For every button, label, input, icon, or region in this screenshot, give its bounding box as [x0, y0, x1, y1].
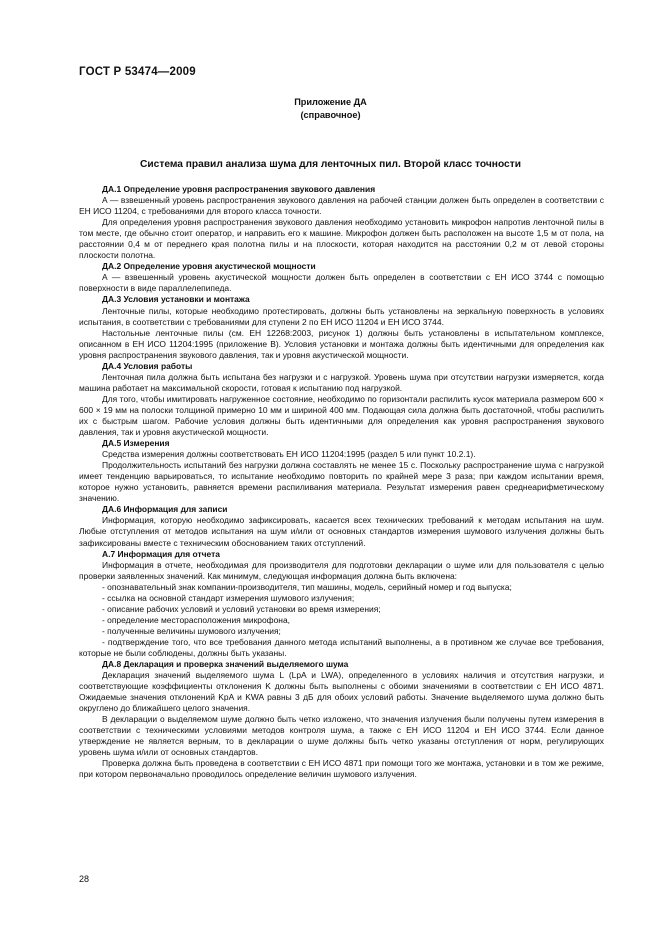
paragraph: Ленточная пила должна быть испытана без нагрузки и с нагрузкой. Уровень шума при отсутствии нагрузки измеряется, когда машина работает на максимальной скорости, готовая к испытанию под нагрузкой.: [79, 371, 604, 393]
section-heading: А.7 Информация для отчета: [102, 548, 220, 559]
section-heading: ДА.1 Определение уровня распространения звукового давления: [102, 184, 376, 194]
section-heading: ДА.3 Условия установки и монтажа: [102, 294, 250, 305]
page-title: Система правил анализа шума для ленточных пил. Второй класс точности: [140, 159, 521, 170]
document-header: ГОСТ Р 53474—2009: [79, 66, 196, 78]
paragraph: - подтверждение того, что все требования данного метода испытаний выполнены, а в противном же случае все требования, которые не были соблюдены, должны быть указаны.: [79, 636, 604, 658]
section-heading: ДА.6 Информация для записи: [102, 504, 228, 515]
paragraph: Ленточные пилы, которые необходимо протестировать, должны быть установлены на зеркальную поверхность в условиях испытания, в соответствии с требованиями для ступени 2 по ЕН ИСО 11204 и ЕН ИСО 3744.: [79, 305, 604, 327]
paragraph: В декларации о выделяемом шуме должно быть четко изложено, что значения излучения были получены путем измерения в соответствии с техническими условиями методов контроля шума, а также с ЕН ИСО 11204 и ЕН ИСО 3744. Если данное утверждение не является верным, то в декларации о шуме должны быть четко указаны отступления от норм, регулирующих уровень шума и/или от основных стандартов.: [79, 714, 604, 758]
paragraph: Проверка должна быть проведена в соответствии с ЕН ИСО 4871 при помощи того же монтажа, установки и в том же режиме, при котором первоначально проводилось определение величин шумового излучения.: [79, 758, 604, 780]
annex-subtitle: (справочное): [300, 110, 361, 120]
document-body: [79, 184, 604, 781]
paragraph: A — взвешенный уровень распространения звукового давления на рабочей станции должен быть определен в соответствии с ЕН ИСО 11204, с требованиями для второго класса точности.: [79, 195, 604, 217]
list-item: - полученные величины шумового излучения;: [102, 625, 281, 636]
paragraph: Информация, которую необходимо зафиксировать, касается всех технических требований к методам испытания на шум. Любые отступления от методов испытания на шум и/или от основных стандартов измерения шумового излучения должны быть зафиксированы вместе с техническим обоснованием таких отступлений.: [79, 515, 604, 548]
paragraph: Информация в отчете, необходимая для производителя для подготовки декларации о шуме или для пользователя с целью проверки заявленных значений. Как минимум, следующая информация должна быть включена:: [79, 559, 604, 581]
paragraph: Настольные ленточные пилы (см. ЕН 12268:2003, рисунок 1) должны быть установлены в испытательном комплексе, описанном в ЕН ИСО 11204:1995 (приложение В). Условия установки и монтажа должны быть идентичными для определения как уровня распространения звукового давления, так и уровня акустической мощности.: [79, 327, 604, 360]
section-heading: ДА.4 Условия работы: [102, 360, 193, 371]
annex-title: Приложение ДА: [294, 97, 367, 107]
paragraph: A — взвешенный уровень акустической мощности должен быть определен в соответствии с ЕН ИСО 3744 с помощью поверхности в виде параллелепипеда.: [79, 272, 604, 294]
section-heading: ДА.8 Декларация и проверка значений выделяемого шума: [102, 659, 349, 670]
paragraph: Продолжительность испытаний без нагрузки должна составлять не менее 15 с. Поскольку распространение шума с нагрузкой имеет тенденцию варьироваться, то испытание необходимо повторить по крайней мере 3 раза; при каждом испытании время, которое нужно установить, равняется времени распиливания материала. Результат измерения равен среднеарифметическому значению.: [79, 460, 604, 504]
list-item: - определение месторасположения микрофона,: [102, 614, 290, 625]
list-item: - описание рабочих условий и условий установки во время измерения;: [102, 603, 381, 614]
list-item: - ссылка на основной стандарт измерения шумового излучения;: [102, 592, 355, 603]
page-number: 28: [79, 874, 90, 884]
list-item: - опознавательный знак компании-производителя, тип машины, модель, серийный номер и год выпуска;: [102, 581, 512, 592]
paragraph: Для того, чтобы имитировать нагруженное состояние, необходимо по горизонтали распилить кусок материала размером 600 × 600 × 19 мм на полоски толщиной примерно 10 мм и шириной 400 мм. Подающая сила должна быть достаточной, чтобы распилить их с быстрым шагом. Рабочие условия должны быть идентичными для определения как уровня распространения звукового давления, так и уровня акустической мощности.: [79, 393, 604, 438]
paragraph: Для определения уровня распространения звукового давления необходимо установить микрофон напротив ленточной пилы в том месте, где обычно стоит оператор, и направить его к машине. Микрофон должен быть расположен на высоте 1,5 м от пола, на расстоянии 0,4 м от переднего края полотна пилы и на плоскости, которая находится на расстоянии 0,2 м от левой стороны плоскости полотна.: [79, 217, 604, 261]
section-heading: ДА.2 Определение уровня акустической мощности: [102, 261, 316, 272]
paragraph: Декларация значений выделяемого шума L (LpA и LWA), определенного в условиях наличия и отсутствия нагрузки, и соответствующие коэффициенты отклонения K должны быть выполнены с обоими значениями в соответствии с ЕН ИСО 4871. Ожидаемые значения отклонений KpA и KWA равны 3 дБ для обоих условий работы. Значение выделяемого шума должно быть округлено до ближайшего целого значения.: [79, 670, 604, 714]
section-heading: ДА.5 Измерения: [102, 438, 170, 449]
paragraph: Средства измерения должны соответствовать ЕН ИСО 11204:1995 (раздел 5 или пункт 10.2.1).: [102, 449, 476, 460]
